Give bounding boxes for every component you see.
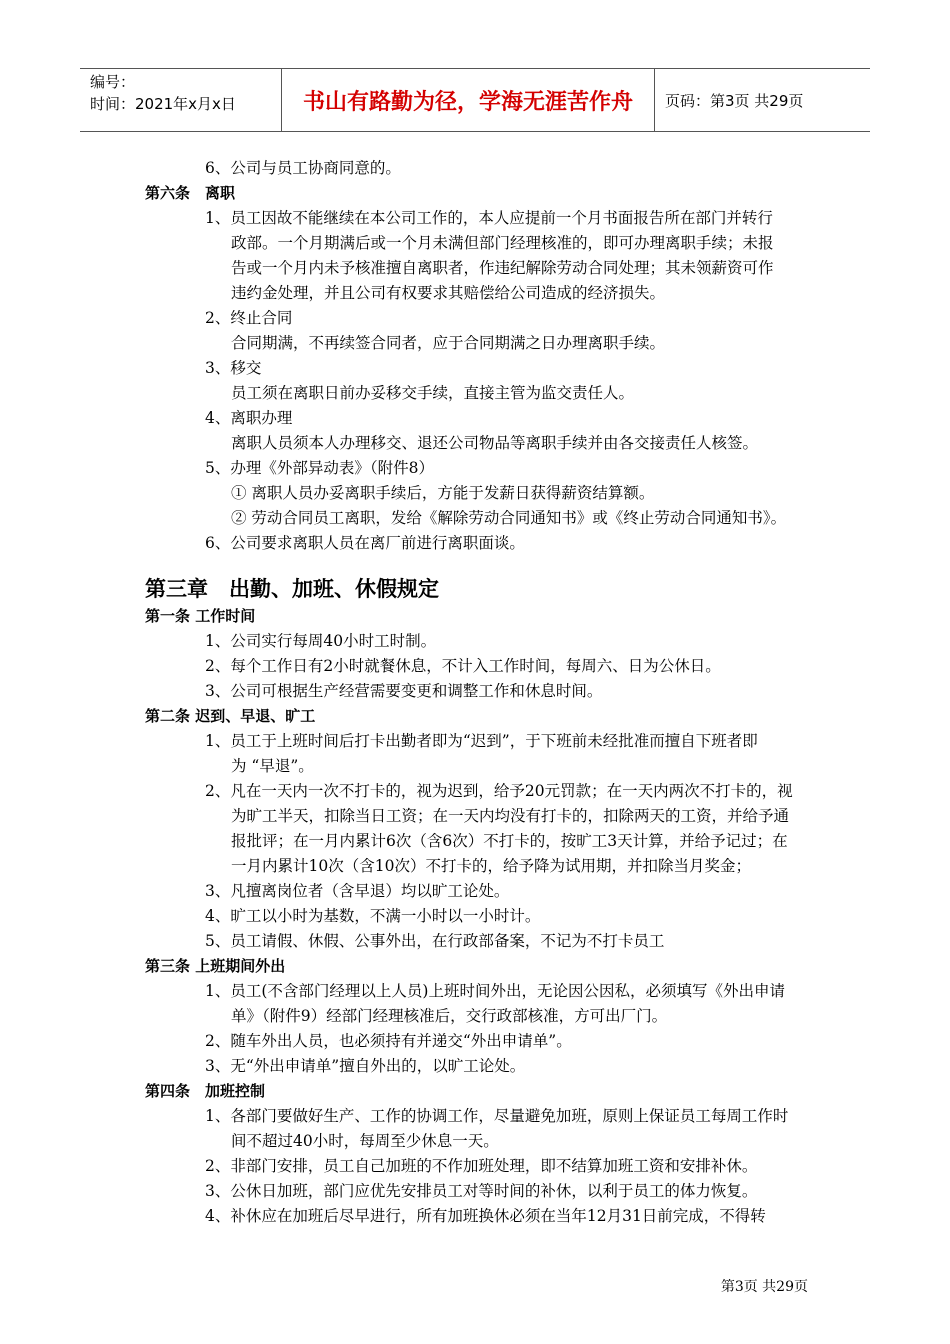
text-line: 一月内累计10次（含10次）不打卡的，给予降为试用期，并扣除当月奖金；	[231, 857, 751, 875]
text-line: 1、各部门要做好生产、工作的协调工作，尽量避免加班，原则上保证员工每周工作时	[205, 1107, 789, 1125]
text-line: 3、凡擅离岗位者（含早退）均以旷工论处。	[205, 882, 510, 900]
text-line: 2、终止合同	[205, 309, 293, 327]
text-line: 离职人员须本人办理移交、退还公司物品等离职手续并由各交接责任人核签。	[231, 434, 759, 452]
article-heading: 第一条 工作时间	[145, 607, 256, 625]
text-line: 2、随车外出人员，也必须持有并递交“外出申请单”。	[205, 1032, 572, 1050]
text-line: ① 离职人员办妥离职手续后，方能于发薪日获得薪资结算额。	[231, 484, 655, 502]
text-line: 1、员工因故不能继续在本公司工作的，本人应提前一个月书面报告所在部门并转行	[205, 209, 773, 227]
text-line: 3、移交	[205, 359, 262, 377]
text-line: 违约金处理，并且公司有权要求其赔偿给公司造成的经济损失。	[231, 284, 666, 302]
text-line: 4、离职办理	[205, 409, 293, 427]
text-line: 2、每个工作日有2小时就餐休息，不计入工作时间，每周六、日为公休日。	[205, 657, 721, 675]
text-line: 合同期满，不再续签合同者，应于合同期满之日办理离职手续。	[231, 334, 666, 352]
article-heading: 第四条 加班控制	[145, 1082, 266, 1100]
text-line: 3、公司可根据生产经营需要变更和调整工作和休息时间。	[205, 682, 603, 700]
text-line: 告或一个月内未予核准擅自离职者，作违纪解除劳动合同处理；其未领薪资可作	[231, 259, 774, 277]
text-line: ② 劳动合同员工离职，发给《解除劳动合同通知书》或《终止劳动合同通知书》。	[231, 509, 787, 527]
text-line: 单》（附件9）经部门经理核准后，交行政部核准，方可出厂门。	[231, 1007, 668, 1025]
text-line: 为旷工半天，扣除当日工资；在一天内均没有打卡的，扣除两天的工资，并给予通	[231, 807, 790, 825]
document-date: 时间：2021年x月x日	[90, 95, 236, 113]
text-line: 6、公司要求离职人员在离厂前进行离职面谈。	[205, 534, 525, 552]
header-page-number: 页码：第3页 共29页	[665, 91, 804, 110]
body-text	[145, 156, 810, 1229]
text-line: 3、公休日加班，部门应优先安排员工对等时间的补休，以利于员工的体力恢复。	[205, 1182, 758, 1200]
text-line: 1、公司实行每周40小时工时制。	[205, 632, 437, 650]
header-motto: 书山有路勤为径，学海无涯苦作舟	[282, 69, 655, 131]
article-heading: 第六条 离职	[145, 184, 236, 202]
text-line: 2、凡在一天内一次不打卡的，视为迟到，给予20元罚款；在一天内两次不打卡的，视	[205, 782, 793, 800]
text-line: 3、无“外出申请单”擅自外出的，以旷工论处。	[205, 1057, 526, 1075]
text-line: 6、公司与员工协商同意的。	[205, 159, 401, 177]
header-meta	[80, 69, 282, 131]
text-line: 1、员工于上班时间后打卡出勤者即为“迟到”，于下班前未经批准而擅自下班者即	[205, 732, 758, 750]
text-line: 5、办理《外部异动表》（附件8）	[205, 459, 434, 477]
footer-page-number: 第3页 共29页	[720, 1279, 808, 1295]
page-header	[80, 68, 870, 132]
text-line: 4、旷工以小时为基数，不满一小时以一小时计。	[205, 907, 541, 925]
article-heading: 第二条 迟到、早退、旷工	[145, 707, 316, 725]
text-line: 间不超过40小时，每周至少休息一天。	[231, 1132, 499, 1150]
text-line: 1、员工(不含部门经理以上人员)上班时间外出，无论因公因私，必须填写《外出申请	[205, 982, 785, 1000]
text-line: 报批评；在一月内累计6次（含6次）不打卡的，按旷工3天计算，并给予记过；在	[231, 832, 788, 850]
chapter-heading: 第三章 出勤、加班、休假规定	[145, 577, 439, 601]
article-heading: 第三条 上班期间外出	[145, 957, 286, 975]
text-line: 5、员工请假、休假、公事外出，在行政部备案，不记为不打卡员工	[205, 932, 665, 950]
document-number: 编号：	[90, 73, 136, 91]
text-line: 为 “早退”。	[231, 757, 314, 775]
text-line: 政部。一个月期满后或一个月未满但部门经理核准的，即可办理离职手续；未报	[231, 234, 774, 252]
text-line: 2、非部门安排，员工自己加班的不作加班处理，即不结算加班工资和安排补休。	[205, 1157, 758, 1175]
text-line: 4、补休应在加班后尽早进行，所有加班换休必须在当年12月31日前完成，不得转	[205, 1207, 766, 1225]
text-line: 员工须在离职日前办妥移交手续，直接主管为监交责任人。	[231, 384, 635, 402]
